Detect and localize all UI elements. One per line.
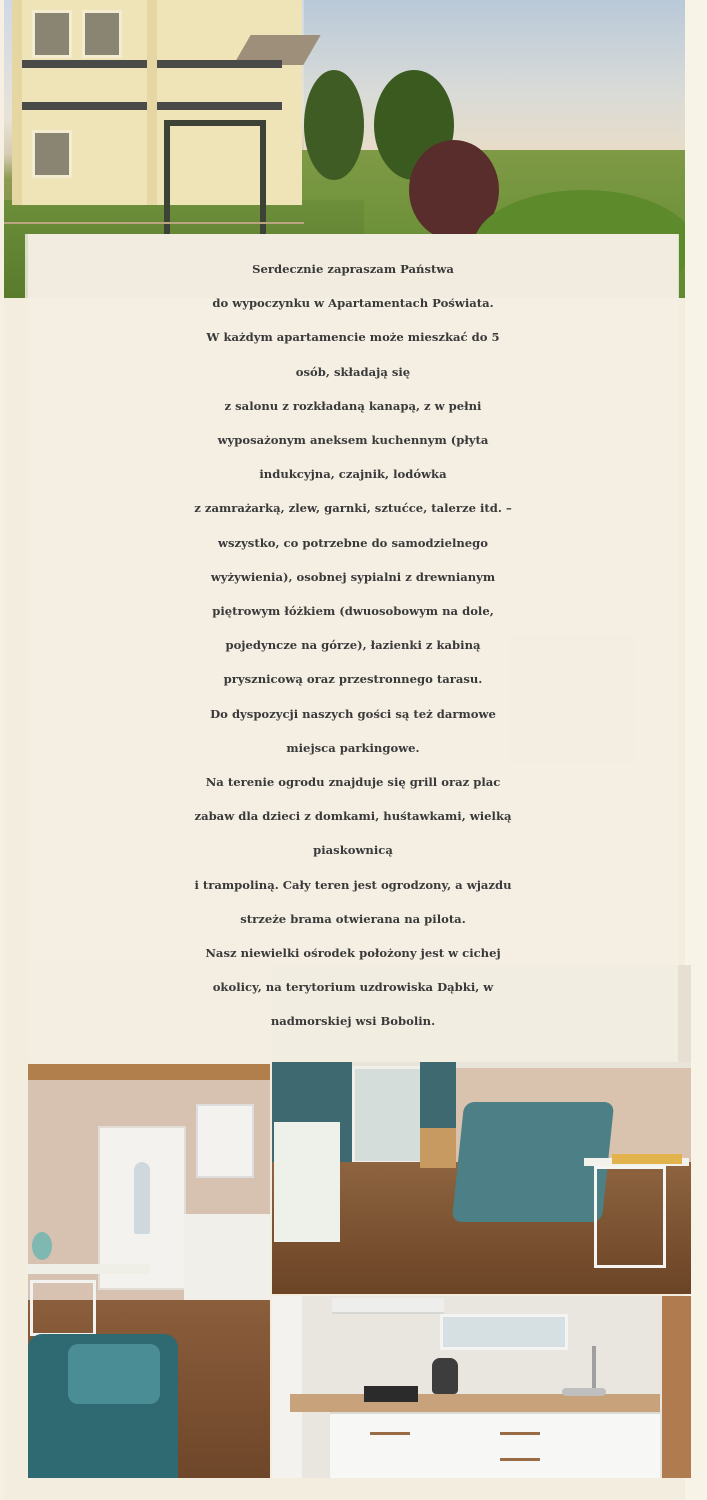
building-column bbox=[147, 0, 157, 205]
description-line: i trampoliną. Cały teren jest ogrodzony, a wjazdu bbox=[194, 877, 512, 892]
garden-pergola bbox=[164, 120, 266, 236]
chair bbox=[594, 1166, 666, 1268]
description-line: wyposażonym aneksem kuchennym (płyta bbox=[217, 433, 489, 448]
kettle bbox=[432, 1358, 458, 1394]
description-line: osób, składają się bbox=[295, 364, 411, 379]
wood-wall bbox=[662, 1296, 691, 1478]
tree bbox=[304, 70, 364, 180]
kitchen-cabinets bbox=[330, 1412, 660, 1478]
wall bbox=[272, 1296, 302, 1478]
cabinet-handle bbox=[370, 1432, 410, 1435]
description-line: prysznicową oraz przestronnego tarasu. bbox=[223, 672, 483, 687]
description-line: Na terenie ogrodu znajduje się grill oraz plac bbox=[205, 775, 501, 790]
description-text bbox=[22, 252, 684, 1039]
dresser bbox=[274, 1122, 340, 1242]
window bbox=[32, 10, 72, 58]
cushion bbox=[68, 1344, 160, 1404]
description-line: W każdym apartamencie może mieszkać do 5 bbox=[206, 330, 500, 345]
description-line: z salonu z rozkładaną kanapą, z w pełni bbox=[224, 398, 482, 413]
induction-hob bbox=[364, 1386, 418, 1402]
building-column bbox=[12, 0, 22, 205]
description-line: Serdecznie zapraszam Państwa bbox=[252, 262, 454, 276]
photo-living-room bbox=[272, 1062, 691, 1294]
description-line: nadmorskiej wsi Bobolin. bbox=[270, 1014, 436, 1029]
cabinet-handle bbox=[500, 1458, 540, 1461]
tap bbox=[592, 1346, 596, 1390]
table-runner bbox=[612, 1154, 682, 1164]
table-lamp bbox=[32, 1232, 52, 1260]
window bbox=[32, 130, 72, 178]
dining-table bbox=[28, 1264, 150, 1274]
description-line: pojedyncze na górze), łazienki z kabiną bbox=[225, 638, 481, 653]
description-line: miejsca parkingowe. bbox=[286, 740, 420, 755]
side-table bbox=[420, 1128, 456, 1168]
description-line: strzeże brama otwierana na pilota. bbox=[240, 911, 466, 926]
description-line: zabaw dla dzieci z domkami, huśtawkami, wielką bbox=[194, 809, 512, 824]
rope-fence bbox=[4, 222, 304, 224]
description-line: wszystko, co potrzebne do samodzielnego bbox=[217, 535, 489, 550]
description-line: piętrowym łóżkiem (dwuosobowym na dole, bbox=[212, 604, 494, 619]
kitchen-counter bbox=[184, 1214, 270, 1300]
window bbox=[82, 10, 122, 58]
worktop bbox=[290, 1394, 660, 1412]
description-line: z zamrażarką, zlew, garnki, sztućce, talerze itd. – bbox=[194, 501, 512, 516]
photo-kitchenette bbox=[272, 1296, 691, 1478]
cabinet-handle bbox=[500, 1432, 540, 1435]
description-line: piaskownicą bbox=[313, 843, 393, 858]
description-line: Nasz niewielki ośrodek położony jest w cichej bbox=[205, 946, 501, 961]
balcony-window bbox=[352, 1066, 426, 1164]
description-line: wyżywienia), osobnej sypialni z drewnianym bbox=[210, 569, 496, 584]
door-glass bbox=[134, 1162, 150, 1234]
wooden-ceiling bbox=[28, 1064, 270, 1080]
kitchen-window bbox=[440, 1314, 568, 1350]
photo-living-kitchen bbox=[28, 1064, 270, 1478]
description-line: indukcyjna, czajnik, lodówka bbox=[259, 467, 447, 482]
description-line: okolicy, na terytorium uzdrowiska Dąbki, w bbox=[212, 980, 494, 995]
chair bbox=[30, 1280, 96, 1336]
wall-cabinet bbox=[196, 1104, 254, 1178]
sink bbox=[562, 1388, 606, 1396]
description-line: Do dyspozycji naszych gości są też darmowe bbox=[210, 706, 496, 721]
description-line: do wypoczynku w Apartamentach Poświata. bbox=[212, 296, 494, 311]
range-hood bbox=[332, 1298, 444, 1314]
